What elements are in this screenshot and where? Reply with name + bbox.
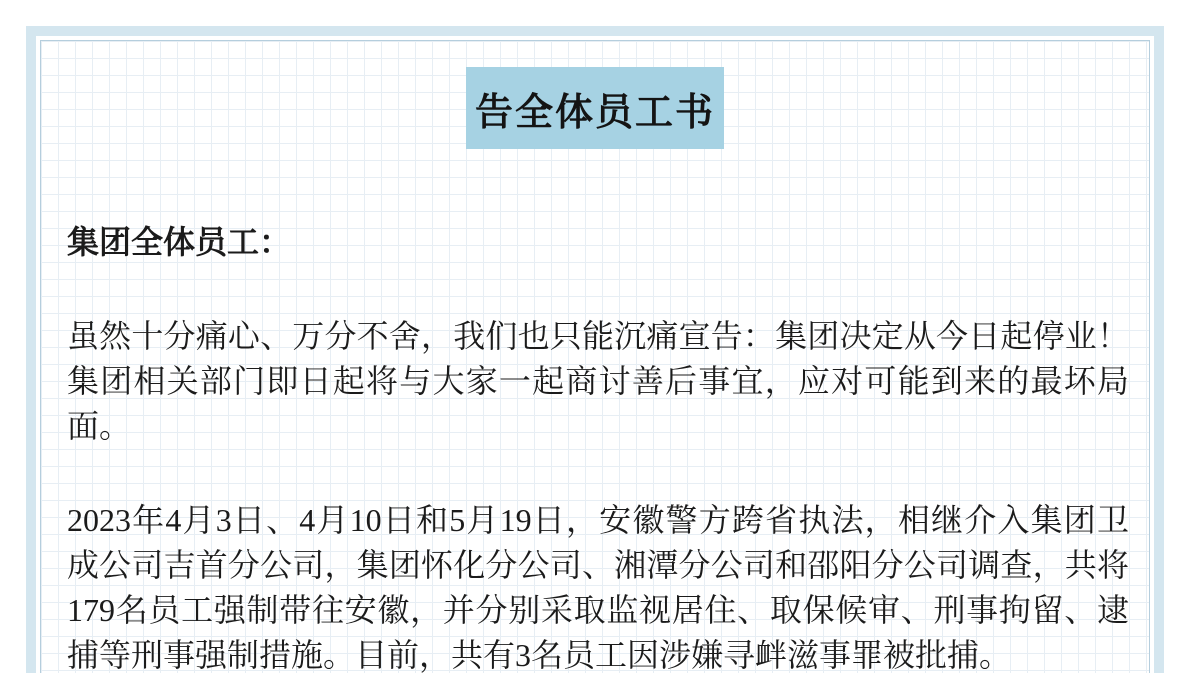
paragraph-investigation-details <box>41 498 1149 673</box>
text-line: 2023年4月3日、4月10日和5月19日，安徽警方跨省执法，相继介入集团卫 <box>67 502 1129 538</box>
document-body <box>40 40 1150 673</box>
paragraph-closure-announcement <box>41 314 1149 449</box>
text-line: 虽然十分痛心、万分不舍，我们也只能沉痛宣告：集团决定从今日起停业！ <box>67 318 1129 354</box>
text-line: 捕等刑事强制措施。目前，共有3名员工因涉嫌寻衅滋事罪被批捕。 <box>67 637 1012 673</box>
text-line: 成公司吉首分公司，集团怀化分公司、湘潭分公司和邵阳分公司调查，共将 <box>67 547 1129 583</box>
text-line: 集团相关部门即日起将与大家一起商讨善后事宜，应对可能到来的最坏局 <box>67 363 1129 399</box>
text-line: 面。 <box>67 408 132 444</box>
page-border-frame <box>26 26 1164 673</box>
title-box <box>466 67 724 149</box>
text-line: 179名员工强制带往安徽，并分别采取监视居住、取保候审、刑事拘留、逮 <box>67 592 1129 628</box>
salutation: 集团全体员工： <box>67 224 292 260</box>
document-title: 告全体员工书 <box>474 91 715 134</box>
